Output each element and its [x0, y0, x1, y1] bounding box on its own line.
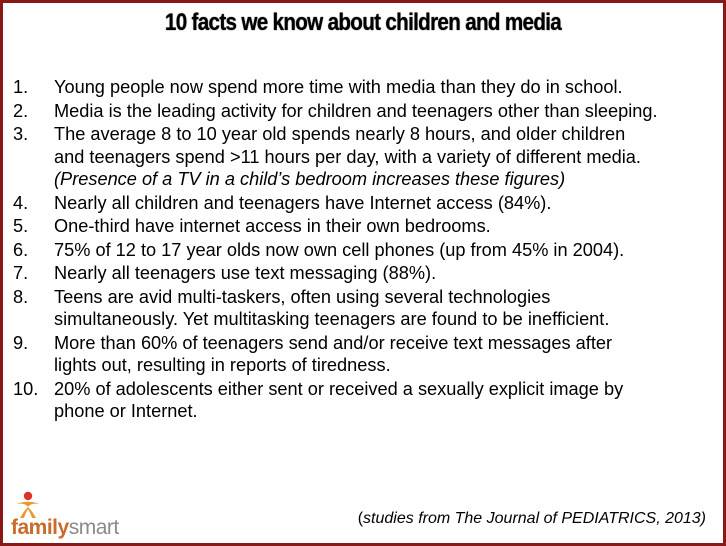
fact-item — [13, 76, 713, 99]
fact-item — [13, 262, 713, 285]
fact-number: 1. — [13, 77, 29, 97]
logo-word-smart: smart — [68, 516, 119, 539]
fact-item — [13, 286, 713, 331]
fact-item — [13, 100, 713, 123]
fact-item — [13, 378, 713, 423]
fact-item — [13, 123, 713, 191]
citation-text: studies from The Journal of PEDIATRICS, 2013) — [363, 510, 706, 527]
fact-number: 8. — [13, 286, 29, 307]
fact-text: simultaneously. Yet multitasking teenagers are found to be inefficient. — [54, 309, 610, 329]
fact-item — [13, 192, 713, 215]
fact-text: Nearly all teenagers use text messaging (88%). — [54, 263, 437, 283]
citation — [358, 510, 706, 528]
slide-title: 10 facts we know about children and media — [164, 9, 562, 36]
familysmart-logo — [10, 489, 125, 541]
fact-item — [13, 239, 713, 262]
fact-number: 9. — [13, 332, 29, 353]
fact-text: Media is the leading activity for children and teenagers other than sleeping. — [54, 100, 658, 121]
fact-number: 10. — [13, 378, 39, 399]
fact-note: (Presence of a TV in a child’s bedroom increases these figures) — [54, 169, 566, 189]
family-figure-icon — [15, 490, 41, 518]
logo-wordmark — [11, 516, 119, 540]
fact-text: and teenagers spend >11 hours per day, with a variety of different media. — [54, 146, 641, 167]
facts-list — [13, 76, 713, 424]
fact-number: 6. — [13, 239, 29, 260]
citation-open-paren: ( — [357, 510, 364, 527]
fact-text: Nearly all children and teenagers have Internet access (84%). — [54, 192, 552, 213]
fact-text: Teens are avid multi-taskers, often using several technologies — [54, 286, 551, 307]
fact-text: The average 8 to 10 year old spends nearly 8 hours, and older children — [54, 124, 626, 144]
fact-number: 4. — [13, 192, 29, 213]
fact-number: 5. — [13, 216, 29, 236]
fact-text: lights out, resulting in reports of tiredness. — [54, 355, 391, 375]
fact-text: 75% of 12 to 17 year olds now own cell phones (up from 45% in 2004). — [54, 239, 625, 260]
fact-text: 20% of adolescents either sent or received a sexually explicit image by — [54, 378, 624, 399]
logo-word-family: family — [11, 516, 69, 539]
fact-number: 7. — [13, 263, 29, 283]
fact-text: One-third have internet access in their own bedrooms. — [54, 216, 491, 236]
fact-item — [13, 332, 713, 377]
fact-number: 2. — [13, 100, 29, 121]
fact-item — [13, 215, 713, 238]
fact-text: Young people now spend more time with media than they do in school. — [54, 77, 623, 97]
fact-number: 3. — [13, 124, 29, 144]
fact-text: More than 60% of teenagers send and/or receive text messages after — [54, 332, 613, 353]
fact-text: phone or Internet. — [54, 401, 198, 421]
